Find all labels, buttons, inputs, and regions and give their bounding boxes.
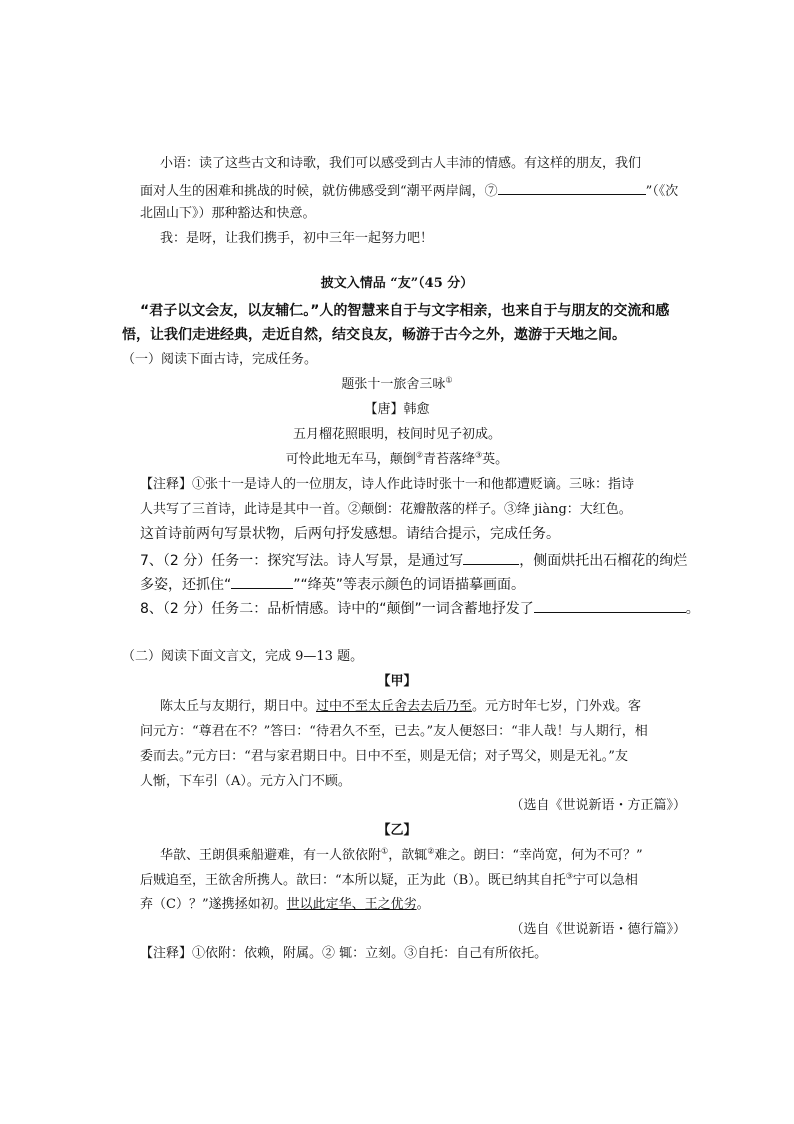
passage-yi-line1 (160, 847, 643, 865)
question-7-line1 (140, 550, 687, 570)
answer-blank-q7a[interactable] (463, 550, 519, 565)
passage-jia-line1-a: 陈太丘与友期行，期日中。 (160, 699, 317, 714)
passage-yi-line1-b: ，歆辄 (388, 848, 428, 863)
poem-footnote-2: ② (415, 450, 423, 460)
poem-line2-part2: 青苔落绛 (422, 452, 475, 467)
passage-yi-underlined-sentence: 世以此定华、王之优劣 (286, 897, 417, 912)
question-8-text: 8、（2 分）任务二：品析情感。诗中的“颠倒”一词含蓄地抒发了 (140, 601, 534, 617)
part1-heading: （一）阅读下面古诗，完成任务。 (122, 352, 318, 367)
passage-jia-line3: 委而去。”元方曰：“君与家君期日中。日中不至，则是无信；对子骂父，则是无礼。”友 (140, 749, 628, 764)
answer-blank-7[interactable] (498, 180, 646, 195)
poem-line2-part1: 可怜此地无车马，颠倒 (285, 452, 416, 467)
poem-note-line2: 人共写了三首诗，此诗是其中一首。②颠倒：花瓣散落的样子。③绛 jiàng：大红色。 (140, 502, 632, 517)
dialogue-xiaoyu-line2 (140, 180, 678, 201)
passage-yi-line1-a: 华歆、王朗俱乘船避难，有一人欲依附 (160, 848, 382, 863)
question-7-line2 (140, 574, 525, 594)
passage-jia-line2: 问元方：“尊君在不？”答曰：“待君久不至，已去。”友人便怒曰：“非人哉！与人期行，相 (140, 724, 648, 739)
passage-jia-line4: 人惭，下车引（A）。元方入门不顾。 (140, 774, 351, 789)
passage-yi-line3-b: 。 (416, 897, 430, 912)
passage-yi-line1-c: 难之。朗曰：“幸尚宽，何为不可？” (434, 848, 643, 863)
section-title: 披文入情品 “友”（45 分） (320, 276, 474, 291)
passage-yi-line2 (140, 872, 638, 890)
poem-footnote-3: ③ (475, 450, 483, 460)
answer-blank-q8[interactable] (534, 598, 686, 613)
poem-title-footnote: ① (445, 375, 453, 385)
poem-note-line3: 这首诗前两句写景状物，后两句抒发感想。请结合提示，完成任务。 (140, 526, 560, 542)
passage-yi-note: 【注释】①依附：依赖，附属。② 辄：立刻。③自托：自己有所依托。 (140, 946, 548, 961)
passage-jia-source: （选自《世说新语・方正篇》） (510, 798, 686, 813)
passage-jia-underlined-sentence: 过中不至太丘舍去去后乃至 (316, 699, 473, 714)
dialogue-wo: 我：是呀，让我们携手，初中三年一起努力吧！ (160, 231, 434, 246)
passage-yi-source: （选自《世说新语・德行篇》） (510, 922, 686, 937)
poem-line2 (0, 451, 794, 469)
passage-jia-line1-b: 。元方时年七岁，门外戏。客 (472, 699, 642, 714)
dialogue-xiaoyu-line3: 北固山下》）那种豁达和快意。 (140, 206, 316, 221)
passage-yi-line3 (140, 896, 430, 914)
question-8 (140, 598, 700, 618)
poem-note-line1: 【注释】①张十一是诗人的一位朋友，诗人作此诗时张十一和他都遭贬谪。三咏：指诗 (140, 477, 635, 492)
dialogue-xiaoyu-line2-tail: ”（《次 (645, 184, 679, 199)
passage-jia-label: 【甲】 (377, 674, 417, 689)
passage-jia-line1 (160, 698, 641, 716)
passage-yi-label: 【乙】 (377, 823, 417, 838)
section-intro-line2: 悟，让我们走进经典，走近自然，结交良友，畅游于古今之外，遨游于天地之间。 (122, 327, 626, 343)
question-7-line2-tail: ”“绛英”等表示颜色的词语描摹画面。 (293, 577, 526, 593)
passage-yi-line2-a: 后贼追至，王欲舍所携人。歆曰：“本所以疑，正为此（B）。既已纳其自托 (140, 873, 566, 888)
section-intro-line1: “君子以文会友，以友辅仁。”人的智慧来自于与文字相亲，也来自于与朋友的交流和感 (140, 303, 670, 319)
poem-author: 【唐】韩愈 (364, 402, 430, 417)
poem-title (0, 376, 794, 394)
passage-yi-line2-b: 宁可以急相 (572, 873, 638, 888)
question-8-tail: 。 (685, 601, 700, 617)
poem-line1: 五月榴花照眼明，枝间时见子初成。 (292, 427, 501, 442)
question-7-line2-text: 多姿，还抓住“ (140, 577, 232, 593)
dialogue-xiaoyu-line2-text: 面对人生的困难和挑战的时候，就仿佛感受到“潮平两岸阔，⑦ (140, 184, 498, 199)
passage-yi-footnote-3: ③ (565, 871, 573, 881)
passage-yi-line3-a: 弃（C）？”遂携拯如初。 (140, 897, 287, 912)
question-7-text: 7、（2 分）任务一：探究写法。诗人写景，是通过写 (140, 553, 464, 569)
poem-title-text: 题张十一旅舍三咏 (341, 377, 446, 392)
dialogue-xiaoyu-line1: 小语：读了这些古文和诗歌，我们可以感受到古人丰沛的情感。有这样的朋友，我们 (160, 156, 642, 171)
part2-heading: （二）阅读下面文言文，完成 9—13 题。 (122, 649, 364, 664)
poem-line2-part3: 英。 (482, 452, 509, 467)
answer-blank-q7b[interactable] (231, 574, 293, 589)
passage-yi-footnote-1: ① (381, 846, 389, 856)
question-7-text-tail: ，侧面烘托出石榴花的绚烂 (519, 553, 688, 569)
passage-yi-footnote-2: ② (427, 846, 435, 856)
